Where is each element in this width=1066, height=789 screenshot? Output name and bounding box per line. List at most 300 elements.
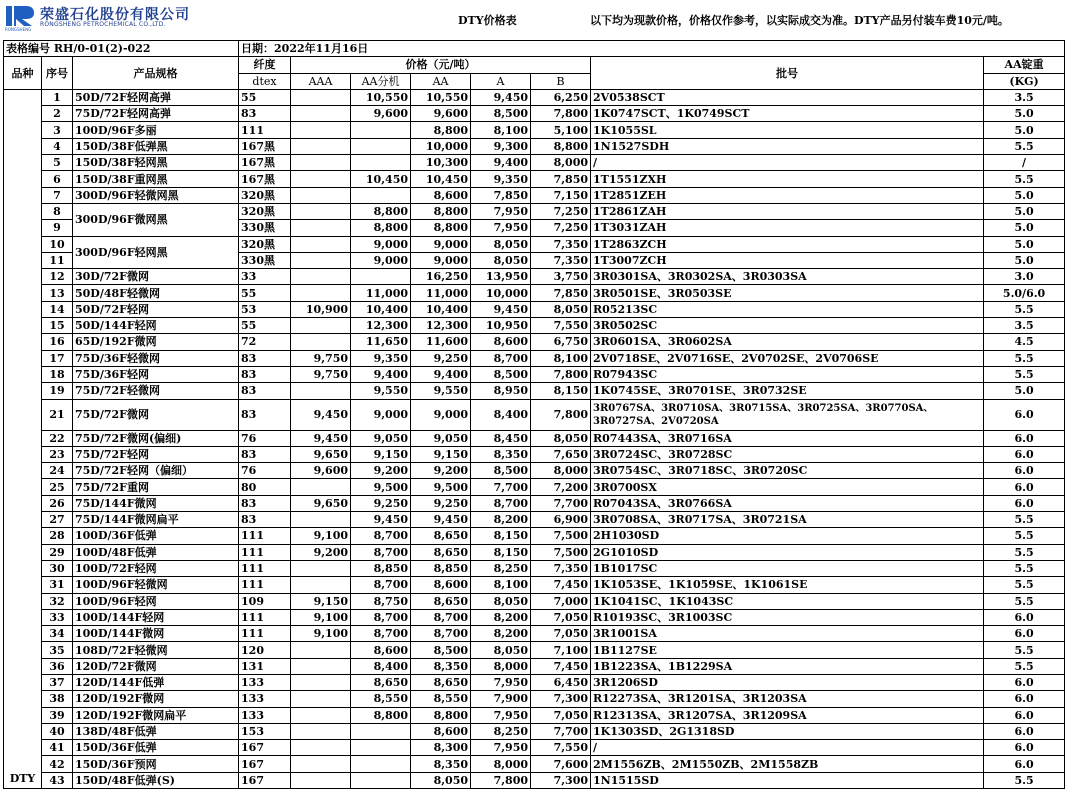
aa-split-price-cell: 11,650: [351, 334, 411, 350]
a-price-cell: 8,050: [471, 252, 531, 268]
aaa-price-cell: 9,650: [291, 446, 351, 462]
aa-split-price-cell: 9,350: [351, 350, 411, 366]
table-row: [4, 334, 1065, 350]
spec-cell: 100D/96F轻微网: [73, 577, 239, 593]
aa-price-cell: 8,800: [411, 122, 471, 138]
aaa-price-cell: 9,750: [291, 350, 351, 366]
a-price-cell: 13,950: [471, 269, 531, 285]
dtex-cell: 167黑: [239, 138, 291, 154]
a-price-cell: 9,450: [471, 89, 531, 105]
seq-cell: 38: [42, 691, 73, 707]
aa-price-cell: 8,550: [411, 691, 471, 707]
table-row: [4, 106, 1065, 122]
weight-cell: 6.0: [984, 707, 1065, 723]
dtex-cell: 83: [239, 446, 291, 462]
table-row: [4, 495, 1065, 511]
col-aa: AA: [411, 73, 471, 89]
dtex-cell: 76: [239, 463, 291, 479]
spec-cell: 50D/72F轻网: [73, 301, 239, 317]
aa-split-price-cell: 8,750: [351, 593, 411, 609]
batch-cell: 3R0601SA、3R0602SA: [591, 334, 984, 350]
b-price-cell: 7,600: [531, 756, 591, 772]
weight-cell: 5.0/6.0: [984, 285, 1065, 301]
dtex-cell: 83: [239, 366, 291, 382]
a-price-cell: 8,250: [471, 723, 531, 739]
aa-price-cell: 8,850: [411, 560, 471, 576]
seq-cell: 28: [42, 528, 73, 544]
aaa-price-cell: [291, 334, 351, 350]
spec-cell: 50D/144F轻网: [73, 318, 239, 334]
aa-price-cell: 9,450: [411, 512, 471, 528]
a-price-cell: 8,250: [471, 560, 531, 576]
weight-cell: 5.5: [984, 138, 1065, 154]
aaa-price-cell: 9,200: [291, 544, 351, 560]
table-row: [4, 707, 1065, 723]
aa-split-price-cell: 8,800: [351, 203, 411, 219]
weight-cell: 5.5: [984, 772, 1065, 788]
batch-cell: 3R0708SA、3R0717SA、3R0721SA: [591, 512, 984, 528]
b-price-cell: 6,750: [531, 334, 591, 350]
aa-price-cell: 9,000: [411, 399, 471, 430]
spec-cell: 75D/72F轻网（偏细）: [73, 463, 239, 479]
aa-split-price-cell: 9,550: [351, 383, 411, 399]
aaa-price-cell: [291, 479, 351, 495]
dtex-cell: 330黑: [239, 252, 291, 268]
table-row: [4, 674, 1065, 690]
spec-cell: 150D/48F低弹(S): [73, 772, 239, 788]
aaa-price-cell: 9,650: [291, 495, 351, 511]
b-price-cell: 7,450: [531, 577, 591, 593]
a-price-cell: 10,000: [471, 285, 531, 301]
aa-price-cell: 8,600: [411, 577, 471, 593]
dtex-cell: 72: [239, 334, 291, 350]
aa-split-price-cell: [351, 269, 411, 285]
seq-cell: 43: [42, 772, 73, 788]
weight-cell: 6.0: [984, 740, 1065, 756]
spec-cell: 75D/144F微网扁平: [73, 512, 239, 528]
aa-price-cell: 9,600: [411, 106, 471, 122]
seq-cell: 25: [42, 479, 73, 495]
spec-cell: 100D/144F轻网: [73, 609, 239, 625]
a-price-cell: 7,950: [471, 674, 531, 690]
weight-cell: 5.0: [984, 220, 1065, 236]
table-row: [4, 528, 1065, 544]
dtex-cell: 167黑: [239, 155, 291, 171]
aaa-price-cell: [291, 383, 351, 399]
weight-cell: 3.5: [984, 89, 1065, 105]
aa-price-cell: 8,500: [411, 642, 471, 658]
spec-cell: 108D/72F轻微网: [73, 642, 239, 658]
aa-price-cell: 8,800: [411, 707, 471, 723]
spec-cell: 75D/144F微网: [73, 495, 239, 511]
batch-cell: 1K1055SL: [591, 122, 984, 138]
price-table: [3, 40, 1065, 789]
batch-cell: 2H1030SD: [591, 528, 984, 544]
seq-cell: 6: [42, 171, 73, 187]
dtex-cell: 83: [239, 383, 291, 399]
aa-price-cell: 9,550: [411, 383, 471, 399]
seq-cell: 33: [42, 609, 73, 625]
b-price-cell: 6,250: [531, 89, 591, 105]
aa-split-price-cell: 9,000: [351, 236, 411, 252]
b-price-cell: 3,750: [531, 269, 591, 285]
dtex-cell: 53: [239, 301, 291, 317]
dtex-cell: 109: [239, 593, 291, 609]
dtex-cell: 83: [239, 399, 291, 430]
aa-price-cell: 11,600: [411, 334, 471, 350]
seq-cell: 15: [42, 318, 73, 334]
spec-cell: 50D/48F轻微网: [73, 285, 239, 301]
spec-cell: 100D/96F多丽: [73, 122, 239, 138]
spec-cell: 120D/144F低弹: [73, 674, 239, 690]
dtex-cell: 33: [239, 269, 291, 285]
seq-cell: 8: [42, 203, 73, 219]
aa-split-price-cell: 9,500: [351, 479, 411, 495]
table-row: [4, 301, 1065, 317]
aa-price-cell: 16,250: [411, 269, 471, 285]
aa-split-price-cell: 8,700: [351, 528, 411, 544]
table-row: [4, 560, 1065, 576]
aa-split-price-cell: 9,050: [351, 430, 411, 446]
table-row: [4, 609, 1065, 625]
a-price-cell: 8,100: [471, 577, 531, 593]
batch-cell: 1K1303SD、2G1318SD: [591, 723, 984, 739]
aa-price-cell: 8,650: [411, 674, 471, 690]
seq-cell: 31: [42, 577, 73, 593]
a-price-cell: 7,950: [471, 707, 531, 723]
weight-cell: 6.0: [984, 463, 1065, 479]
aa-price-cell: 11,000: [411, 285, 471, 301]
dtex-cell: 320黑: [239, 203, 291, 219]
a-price-cell: 7,950: [471, 740, 531, 756]
aa-split-price-cell: [351, 187, 411, 203]
dtex-cell: 330黑: [239, 220, 291, 236]
aa-split-price-cell: [351, 723, 411, 739]
spec-cell: 100D/36F低弹: [73, 528, 239, 544]
batch-cell: 1B1017SC: [591, 560, 984, 576]
aa-split-price-cell: 8,600: [351, 642, 411, 658]
aaa-price-cell: [291, 285, 351, 301]
table-row: [4, 122, 1065, 138]
category-cell: DTY: [4, 89, 42, 788]
b-price-cell: 6,450: [531, 674, 591, 690]
batch-cell: 1T2851ZEH: [591, 187, 984, 203]
b-price-cell: 7,350: [531, 560, 591, 576]
b-price-cell: 8,000: [531, 463, 591, 479]
document-title: DTY价格表: [458, 14, 517, 27]
seq-cell: 24: [42, 463, 73, 479]
a-price-cell: 8,200: [471, 512, 531, 528]
aaa-price-cell: [291, 740, 351, 756]
a-price-cell: 8,050: [471, 236, 531, 252]
aa-price-cell: 8,650: [411, 544, 471, 560]
seq-cell: 7: [42, 187, 73, 203]
batch-cell: 1T2863ZCH: [591, 236, 984, 252]
aa-split-price-cell: 9,200: [351, 463, 411, 479]
spec-cell: 100D/96F轻网: [73, 593, 239, 609]
seq-cell: 18: [42, 366, 73, 382]
weight-cell: 5.0: [984, 252, 1065, 268]
aa-split-price-cell: 8,800: [351, 707, 411, 723]
batch-cell: R07043SA、3R0766SA: [591, 495, 984, 511]
dtex-cell: 111: [239, 626, 291, 642]
aa-split-price-cell: 9,450: [351, 512, 411, 528]
dtex-cell: 167: [239, 772, 291, 788]
col-a: A: [471, 73, 531, 89]
meta-row: [4, 41, 1065, 57]
a-price-cell: 9,400: [471, 155, 531, 171]
a-price-cell: 8,950: [471, 383, 531, 399]
aa-price-cell: 8,800: [411, 220, 471, 236]
aa-split-price-cell: 8,650: [351, 674, 411, 690]
aa-split-price-cell: 8,400: [351, 658, 411, 674]
aa-price-cell: 10,400: [411, 301, 471, 317]
aa-price-cell: 9,200: [411, 463, 471, 479]
aaa-price-cell: [291, 220, 351, 236]
aa-price-cell: 8,700: [411, 626, 471, 642]
b-price-cell: 8,050: [531, 430, 591, 446]
seq-cell: 10: [42, 236, 73, 252]
dtex-cell: 111: [239, 122, 291, 138]
batch-cell: R07443SA、3R0716SA: [591, 430, 984, 446]
b-price-cell: 7,850: [531, 171, 591, 187]
table-row: [4, 512, 1065, 528]
dtex-cell: 83: [239, 512, 291, 528]
spec-cell: 120D/192F微网扁平: [73, 707, 239, 723]
aa-price-cell: 9,400: [411, 366, 471, 382]
batch-cell: 1T2861ZAH: [591, 203, 984, 219]
a-price-cell: 8,700: [471, 350, 531, 366]
dtex-cell: 111: [239, 577, 291, 593]
batch-cell: R10193SC、3R1003SC: [591, 609, 984, 625]
aa-price-cell: 9,000: [411, 236, 471, 252]
b-price-cell: 7,250: [531, 203, 591, 219]
dtex-cell: 153: [239, 723, 291, 739]
seq-cell: 35: [42, 642, 73, 658]
table-row: [4, 577, 1065, 593]
aaa-price-cell: [291, 756, 351, 772]
batch-cell: 1T3031ZAH: [591, 220, 984, 236]
svg-text:RONGSHENG: RONGSHENG: [5, 27, 32, 32]
weight-cell: 5.5: [984, 577, 1065, 593]
col-b: B: [531, 73, 591, 89]
weight-cell: 5.5: [984, 544, 1065, 560]
col-weight-top: AA锭重: [984, 57, 1065, 73]
aa-split-price-cell: [351, 756, 411, 772]
b-price-cell: 7,550: [531, 318, 591, 334]
weight-cell: 5.5: [984, 171, 1065, 187]
a-price-cell: 8,450: [471, 430, 531, 446]
spec-cell: 75D/36F轻微网: [73, 350, 239, 366]
spec-cell: 100D/72F轻网: [73, 560, 239, 576]
dtex-cell: 133: [239, 707, 291, 723]
spec-cell: 300D/96F轻微网黑: [73, 187, 239, 203]
batch-cell: 3R1001SA: [591, 626, 984, 642]
a-price-cell: 8,500: [471, 463, 531, 479]
aa-split-price-cell: 9,600: [351, 106, 411, 122]
spec-cell: 120D/192F微网: [73, 691, 239, 707]
batch-cell: 1N1515SD: [591, 772, 984, 788]
a-price-cell: 8,150: [471, 544, 531, 560]
a-price-cell: 8,200: [471, 609, 531, 625]
a-price-cell: 9,350: [471, 171, 531, 187]
spec-cell: 150D/38F轻网黑: [73, 155, 239, 171]
batch-cell: 3R0767SA、3R0710SA、3R0715SA、3R0725SA、3R0770SA、3R0727SA、2V0720SA: [591, 399, 984, 430]
seq-cell: 34: [42, 626, 73, 642]
b-price-cell: 7,200: [531, 479, 591, 495]
aa-price-cell: 8,650: [411, 593, 471, 609]
aaa-price-cell: [291, 122, 351, 138]
aa-price-cell: 8,800: [411, 203, 471, 219]
dtex-cell: 111: [239, 544, 291, 560]
a-price-cell: 10,950: [471, 318, 531, 334]
seq-cell: 30: [42, 560, 73, 576]
b-price-cell: 7,350: [531, 252, 591, 268]
aaa-price-cell: [291, 560, 351, 576]
form-number: 表格编号 RH/0-01(2)-022: [4, 41, 239, 57]
table-row: [4, 626, 1065, 642]
b-price-cell: 8,800: [531, 138, 591, 154]
table-row: [4, 642, 1065, 658]
aa-price-cell: 9,250: [411, 350, 471, 366]
a-price-cell: 8,350: [471, 446, 531, 462]
a-price-cell: 9,300: [471, 138, 531, 154]
aa-split-price-cell: 10,400: [351, 301, 411, 317]
batch-cell: 3R0501SE、3R0503SE: [591, 285, 984, 301]
aaa-price-cell: 9,100: [291, 626, 351, 642]
batch-cell: 2G1010SD: [591, 544, 984, 560]
spec-cell: 75D/72F微网: [73, 399, 239, 430]
b-price-cell: 8,150: [531, 383, 591, 399]
table-body: [4, 89, 1065, 788]
col-spec: 产品规格: [73, 57, 239, 90]
aa-price-cell: 8,600: [411, 723, 471, 739]
dtex-cell: 111: [239, 609, 291, 625]
spec-cell: 150D/36F低弹: [73, 740, 239, 756]
aa-price-cell: 8,300: [411, 740, 471, 756]
seq-cell: 22: [42, 430, 73, 446]
col-batch: 批号: [591, 57, 984, 90]
seq-cell: 4: [42, 138, 73, 154]
weight-cell: 5.5: [984, 528, 1065, 544]
seq-cell: 32: [42, 593, 73, 609]
aa-split-price-cell: 9,000: [351, 399, 411, 430]
a-price-cell: 7,800: [471, 772, 531, 788]
batch-cell: 2M1556ZB、2M1550ZB、2M1558ZB: [591, 756, 984, 772]
a-price-cell: 7,950: [471, 203, 531, 219]
b-price-cell: 7,800: [531, 106, 591, 122]
aaa-price-cell: 10,900: [291, 301, 351, 317]
a-price-cell: 7,950: [471, 220, 531, 236]
dtex-cell: 133: [239, 674, 291, 690]
a-price-cell: 8,150: [471, 528, 531, 544]
dtex-cell: 83: [239, 106, 291, 122]
seq-cell: 19: [42, 383, 73, 399]
company-name-en: RONGSHENG PETROCHEMICAL CO.,LTD.: [40, 21, 166, 28]
weight-cell: 5.0: [984, 106, 1065, 122]
aa-price-cell: 9,050: [411, 430, 471, 446]
aa-split-price-cell: 8,700: [351, 577, 411, 593]
aaa-price-cell: 9,450: [291, 399, 351, 430]
aa-price-cell: 10,550: [411, 89, 471, 105]
table-row: [4, 463, 1065, 479]
seq-cell: 3: [42, 122, 73, 138]
weight-cell: 6.0: [984, 446, 1065, 462]
weight-cell: 5.0: [984, 187, 1065, 203]
seq-cell: 11: [42, 252, 73, 268]
batch-cell: /: [591, 740, 984, 756]
table-row: [4, 479, 1065, 495]
table-row: [4, 285, 1065, 301]
table-row: [4, 366, 1065, 382]
aa-price-cell: 8,650: [411, 528, 471, 544]
aa-price-cell: 9,000: [411, 252, 471, 268]
dtex-cell: 167: [239, 740, 291, 756]
aaa-price-cell: [291, 691, 351, 707]
weight-cell: 6.0: [984, 756, 1065, 772]
weight-cell: 5.5: [984, 366, 1065, 382]
aa-split-price-cell: 9,000: [351, 252, 411, 268]
b-price-cell: 7,050: [531, 707, 591, 723]
table-row: [4, 350, 1065, 366]
b-price-cell: 8,050: [531, 301, 591, 317]
b-price-cell: 7,050: [531, 609, 591, 625]
aaa-price-cell: [291, 642, 351, 658]
a-price-cell: 8,000: [471, 756, 531, 772]
aaa-price-cell: 9,600: [291, 463, 351, 479]
aaa-price-cell: 9,100: [291, 609, 351, 625]
b-price-cell: 6,900: [531, 512, 591, 528]
spec-cell: 75D/36F轻网: [73, 366, 239, 382]
spec-cell: 150D/38F重网黑: [73, 171, 239, 187]
batch-cell: 3R0724SC、3R0728SC: [591, 446, 984, 462]
table-row: [4, 171, 1065, 187]
weight-cell: 3.5: [984, 318, 1065, 334]
batch-cell: R12273SA、3R1201SA、3R1203SA: [591, 691, 984, 707]
table-row: [4, 430, 1065, 446]
dtex-cell: 83: [239, 350, 291, 366]
a-price-cell: 8,700: [471, 495, 531, 511]
seq-cell: 16: [42, 334, 73, 350]
dtex-cell: 133: [239, 691, 291, 707]
spec-cell: 30D/72F微网: [73, 269, 239, 285]
table-row: [4, 446, 1065, 462]
spec-cell: 120D/72F微网: [73, 658, 239, 674]
weight-cell: 6.0: [984, 626, 1065, 642]
dtex-cell: 55: [239, 285, 291, 301]
col-dtex-bottom: dtex: [239, 73, 291, 89]
batch-cell: 3R0502SC: [591, 318, 984, 334]
spec-cell: 75D/72F轻微网: [73, 383, 239, 399]
table-row: [4, 138, 1065, 154]
table-row: [4, 399, 1065, 430]
b-price-cell: 7,350: [531, 236, 591, 252]
dtex-cell: 55: [239, 318, 291, 334]
aaa-price-cell: [291, 138, 351, 154]
table-row: [4, 269, 1065, 285]
spec-cell: 75D/72F轻网高弹: [73, 106, 239, 122]
b-price-cell: 7,800: [531, 399, 591, 430]
seq-cell: 39: [42, 707, 73, 723]
aa-split-price-cell: 9,150: [351, 446, 411, 462]
weight-cell: 6.0: [984, 479, 1065, 495]
seq-cell: 14: [42, 301, 73, 317]
table-row: [4, 723, 1065, 739]
a-price-cell: 7,700: [471, 479, 531, 495]
a-price-cell: 7,900: [471, 691, 531, 707]
dtex-cell: 320黑: [239, 236, 291, 252]
weight-cell: 4.5: [984, 334, 1065, 350]
